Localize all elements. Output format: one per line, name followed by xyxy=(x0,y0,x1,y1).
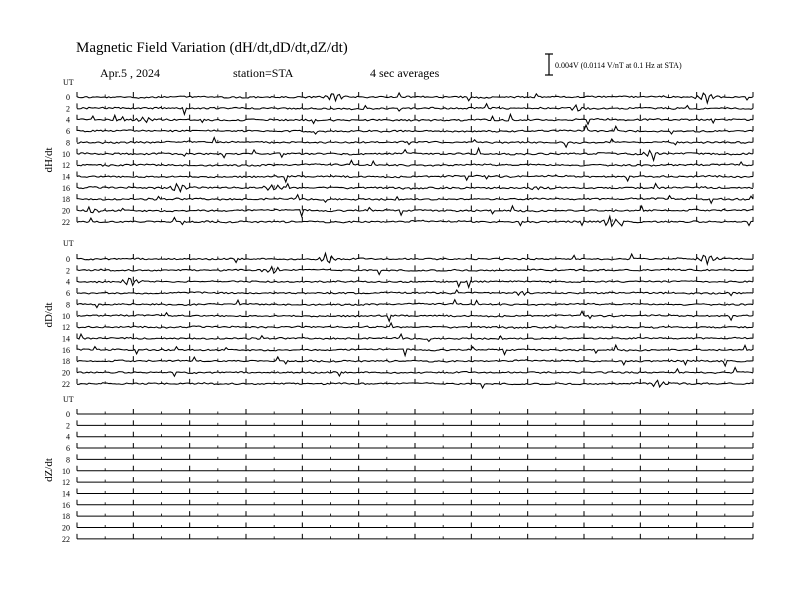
hour-label: 16 xyxy=(62,345,70,355)
hour-label: 20 xyxy=(62,368,70,378)
hour-label: 12 xyxy=(62,323,70,333)
ut-label: UT xyxy=(63,78,74,87)
hour-label: 18 xyxy=(62,512,70,522)
hour-label: 0 xyxy=(66,255,70,264)
hour-label: 6 xyxy=(66,127,70,137)
hour-label: 4 xyxy=(66,277,70,287)
hour-label: 10 xyxy=(62,311,70,321)
hour-label: 18 xyxy=(62,195,70,205)
hour-label: 16 xyxy=(62,183,70,193)
station-label: station=STA xyxy=(233,66,294,80)
hour-label: 2 xyxy=(66,104,70,114)
hour-label: 8 xyxy=(66,455,70,465)
hour-label: 10 xyxy=(62,466,70,476)
hour-label: 22 xyxy=(62,534,70,544)
panel-ylabel: dH/dt xyxy=(43,147,55,173)
hour-label: 8 xyxy=(66,300,70,310)
ut-label: UT xyxy=(63,239,74,248)
hour-label: 14 xyxy=(62,172,70,182)
panel-ylabel: dD/dt xyxy=(43,302,55,328)
averaging-label: 4 sec averages xyxy=(370,66,440,80)
hour-label: 18 xyxy=(62,357,70,367)
hour-label: 0 xyxy=(66,93,70,102)
hour-label: 12 xyxy=(62,161,70,171)
hour-label: 20 xyxy=(62,206,70,216)
trace-line xyxy=(77,175,753,182)
hour-label: 8 xyxy=(66,138,70,148)
hour-label: 6 xyxy=(66,289,70,299)
hour-label: 6 xyxy=(66,444,70,454)
hour-label: 10 xyxy=(62,149,70,159)
hour-label: 12 xyxy=(62,478,70,488)
hour-label: 0 xyxy=(66,410,70,419)
hour-label: 2 xyxy=(66,266,70,276)
hour-label: 20 xyxy=(62,523,70,533)
hour-label: 4 xyxy=(66,115,70,125)
hour-label: 14 xyxy=(62,489,70,499)
hour-label: 22 xyxy=(62,379,70,389)
scale-note: 0.004V (0.0114 V/nT at 0.1 Hz at STA) xyxy=(555,61,682,70)
hour-label: 14 xyxy=(62,334,70,344)
hour-label: 2 xyxy=(66,421,70,431)
hour-label: 4 xyxy=(66,432,70,442)
date-label: Apr.5 , 2024 xyxy=(100,66,160,80)
hour-label: 16 xyxy=(62,500,70,510)
ut-label: UT xyxy=(63,395,74,404)
chart-title: Magnetic Field Variation (dH/dt,dD/dt,dZ/dt) xyxy=(76,40,348,56)
panel-ylabel: dZ/dt xyxy=(43,458,55,482)
hour-label: 22 xyxy=(62,217,70,227)
